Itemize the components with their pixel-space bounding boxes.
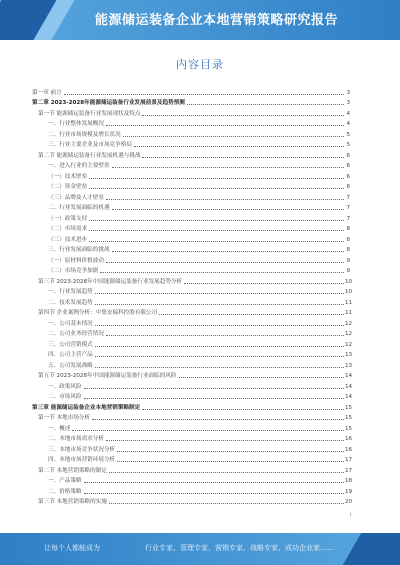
toc-leader-dots [95,367,344,368]
toc-entry-text: （一）原材料价格波动 [48,257,104,264]
toc-leader-dots [123,136,344,137]
toc-entry-text: 二、行业市场规模及增长状况 [48,131,121,138]
toc-leader-dots [95,293,344,294]
toc-entry[interactable] [32,86,350,97]
toc-entry-text: 三、公司营销模式 [48,341,93,348]
toc-leader-dots [95,304,344,305]
toc-leader-dots [92,419,344,420]
toc-entry-page: 8 [346,236,350,243]
toc-leader-dots [84,398,344,399]
toc-entry-page: 17 [345,467,353,474]
toc-entry-page: 13 [345,362,353,369]
toc-entry-page: 18 [345,478,353,484]
toc-entry[interactable] [32,139,350,150]
toc-entry-text: 第四节 企业案例分析：中集安瑞科控股有限公司 [38,310,158,316]
toc-leader-dots [89,230,344,231]
toc-entry[interactable] [32,359,353,370]
toc-entry[interactable] [32,317,353,328]
footer-slogan-left: 让每个人都能成为 [44,544,100,552]
toc-leader-dots [89,241,344,242]
toc-entry[interactable] [32,433,353,444]
toc-entry-page: 12 [345,331,353,337]
toc-entry-text: （二）市场竞争加剧 [48,268,99,274]
toc-entry-text: 一、进入行业的主要壁垒 [48,163,110,169]
toc-entry-text: （三）品牌及人才壁垒 [48,194,104,201]
toc-leader-dots [112,167,344,168]
toc-entry-page: 8 [346,226,350,232]
toc-entry-page: 20 [345,499,353,505]
toc-leader-dots [84,482,344,483]
toc-entry[interactable] [32,391,353,402]
toc-entry-text: 第五节 2023-2028年中国能源储运装备行业面临的风险 [38,373,177,379]
toc-entry-page: 6 [346,173,350,180]
toc-leader-dots [64,94,344,95]
toc-entry[interactable] [32,464,353,475]
toc-entry-page: 17 [345,457,353,463]
toc-entry-page: 3 [346,100,350,106]
table-of-contents [32,86,353,506]
toc-entry-text: （二）资金壁垒 [48,184,88,190]
toc-entry-page: 14 [345,383,353,390]
toc-entry[interactable] [32,149,350,160]
toc-entry-page: 16 [345,446,353,453]
toc-entry[interactable] [32,265,350,276]
toc-entry-page: 15 [345,404,353,411]
toc-entry-page: 6 [346,163,350,169]
toc-entry-page: 6 [346,184,350,190]
toc-entry[interactable] [32,454,353,465]
toc-entry[interactable] [32,286,353,297]
footer-decoration [343,533,400,565]
toc-leader-dots [89,220,344,221]
toc-entry[interactable] [32,181,350,192]
toc-entry[interactable] [32,380,353,391]
toc-leader-dots [112,209,344,210]
toc-entry-text: 一、概述 [48,425,71,432]
toc-entry-text: 二、公司业务经营情况 [48,331,104,337]
toc-leader-dots [95,325,344,326]
toc-entry[interactable] [32,307,353,318]
toc-leader-dots [95,346,344,347]
toc-entry-text: 二、本地市场需求分析 [48,436,104,442]
toc-entry-page: 7 [346,194,350,201]
toc-entry-text: 一、公司基本情况 [48,320,93,327]
toc-entry[interactable] [32,370,353,381]
toc-entry-text: 三、行业发展面临的挑战 [48,247,110,253]
toc-entry-page: 5 [346,131,350,138]
toc-entry[interactable] [32,328,353,339]
toc-entry[interactable] [32,296,353,307]
toc-entry-text: （一）技术壁垒 [48,173,88,180]
toc-entry-text: （二）市场需求 [48,226,88,232]
toc-entry-page: 13 [345,352,353,358]
toc-entry-text: 二、行业发展面临的机遇 [48,205,110,211]
toc-entry[interactable] [32,170,350,181]
toc-entry-text: 第二节 能源储运装备行业发展机遇与挑战 [38,152,141,159]
toc-leader-dots [89,188,344,189]
toc-entry-text: 一、行业整体发展概况 [48,121,104,127]
toc-entry-text: 第一章 前言 [32,89,62,96]
toc-entry[interactable] [32,443,353,454]
toc-entry[interactable] [32,475,353,486]
toc-entry[interactable] [32,485,353,496]
toc-entry[interactable] [32,223,350,234]
toc-entry[interactable] [32,97,350,108]
toc-entry[interactable] [32,338,353,349]
toc-entry-text: 第一节 能源储运装备行业发展现状及特点 [38,110,141,117]
toc-entry-text: （一）政策支持 [48,215,88,222]
toc-entry-text: 第三节 2023-2028年中国能源储运装备行业发展趋势分析 [38,278,183,285]
toc-entry-page: 8 [346,247,350,253]
toc-entry-page: 7 [346,205,350,211]
toc-entry-text: 一、行业发展趋势 [48,289,93,295]
toc-entry-page: 15 [345,415,353,421]
toc-entry[interactable] [32,128,350,139]
toc-entry[interactable] [32,401,353,412]
toc-entry-text: 第二节 本地营销策略的制定 [38,467,107,474]
toc-entry-page: 3 [346,89,350,96]
toc-entry-page: 4 [346,121,350,127]
toc-entry-page: 10 [345,278,353,285]
toc-leader-dots [106,199,344,200]
toc-leader-dots [142,409,344,410]
toc-entry-page: 14 [345,394,353,400]
toc-entry-page: 11 [345,310,353,316]
header-banner [0,0,400,40]
toc-leader-dots [106,262,344,263]
toc-entry-page: 12 [345,341,353,348]
toc-entry[interactable] [32,212,350,223]
toc-entry-page: 15 [345,425,353,432]
toc-leader-dots [106,335,344,336]
toc-entry-text: 一、产品策略 [48,478,82,484]
toc-entry-text: 四、公司主营产品 [48,352,93,358]
toc-leader-dots [84,388,344,389]
toc-entry[interactable] [32,160,350,171]
toc-leader-dots [109,503,344,504]
toc-entry[interactable] [32,202,350,213]
footer-banner [0,533,400,565]
toc-leader-dots [134,146,344,147]
toc-entry[interactable] [32,107,350,118]
toc-entry[interactable] [32,422,353,433]
page-number: 1 [349,512,352,517]
toc-entry-text: （三）技术进步 [48,236,88,243]
toc-entry-page: 11 [345,299,353,306]
toc-leader-dots [184,283,344,284]
toc-entry-text: 五、公司发展战略 [48,362,93,369]
toc-entry-page: 10 [345,289,353,295]
toc-entry[interactable] [32,118,350,129]
toc-entry-page: 9 [346,268,350,274]
toc-leader-dots [89,178,344,179]
toc-entry-page: 12 [345,320,353,327]
toc-entry-text: 第三章 能源储运装备企业本地营销策略制定 [32,404,141,411]
toc-entry-text: 二、价格策略 [48,488,82,495]
toc-leader-dots [106,440,344,441]
toc-entry[interactable] [32,275,353,286]
toc-leader-dots [159,314,344,315]
toc-leader-dots [109,472,344,473]
toc-entry-page: 5 [346,142,350,148]
report-title: 能源储运装备企业本地营销策略研究报告 [95,13,339,28]
toc-entry-text: 三、本地市场竞争状况分析 [48,446,116,453]
toc-leader-dots [95,356,344,357]
toc-entry-page: 7 [346,215,350,222]
toc-leader-dots [142,115,344,116]
toc-leader-dots [117,461,344,462]
toc-heading: 内容目录 [176,58,224,71]
toc-leader-dots [72,430,344,431]
toc-entry-text: 二、技术发展趋势 [48,299,93,306]
toc-leader-dots [142,157,344,158]
toc-entry-text: 第一节 本地市场分析 [38,415,91,421]
toc-entry[interactable] [32,496,353,507]
toc-entry-text: 第三节 本地营销策略的实施 [38,499,107,505]
toc-entry[interactable] [32,412,353,423]
toc-entry-page: 16 [345,436,353,442]
toc-entry-text: 二、市场风险 [48,394,82,400]
toc-entry[interactable] [32,244,350,255]
toc-entry[interactable] [32,191,350,202]
toc-entry-page: 4 [346,110,350,117]
toc-entry-page: 14 [345,373,353,379]
toc-leader-dots [112,251,344,252]
toc-entry-page: 9 [346,257,350,264]
toc-leader-dots [84,493,344,494]
toc-entry-text: 一、政策风险 [48,383,82,390]
toc-entry[interactable] [32,233,350,244]
toc-entry[interactable] [32,254,350,265]
footer-slogan-right: 行业专家、管理专家、营销专家、战略专家、成功企业家…… [145,544,334,552]
toc-entry-text: 第二章 2023-2028年能源储运装备行业发展前景及趋势预测 [32,100,185,106]
toc-leader-dots [187,104,344,105]
toc-leader-dots [179,377,344,378]
toc-leader-dots [117,451,344,452]
toc-entry[interactable] [32,349,353,360]
toc-leader-dots [100,272,344,273]
toc-entry-text: 四、本地市场营销环境分析 [48,457,116,463]
toc-leader-dots [106,125,344,126]
toc-entry-text: 三、行业主要企业及市场竞争格局 [48,142,132,148]
toc-entry-page: 6 [346,152,350,159]
toc-entry-page: 19 [345,488,353,495]
